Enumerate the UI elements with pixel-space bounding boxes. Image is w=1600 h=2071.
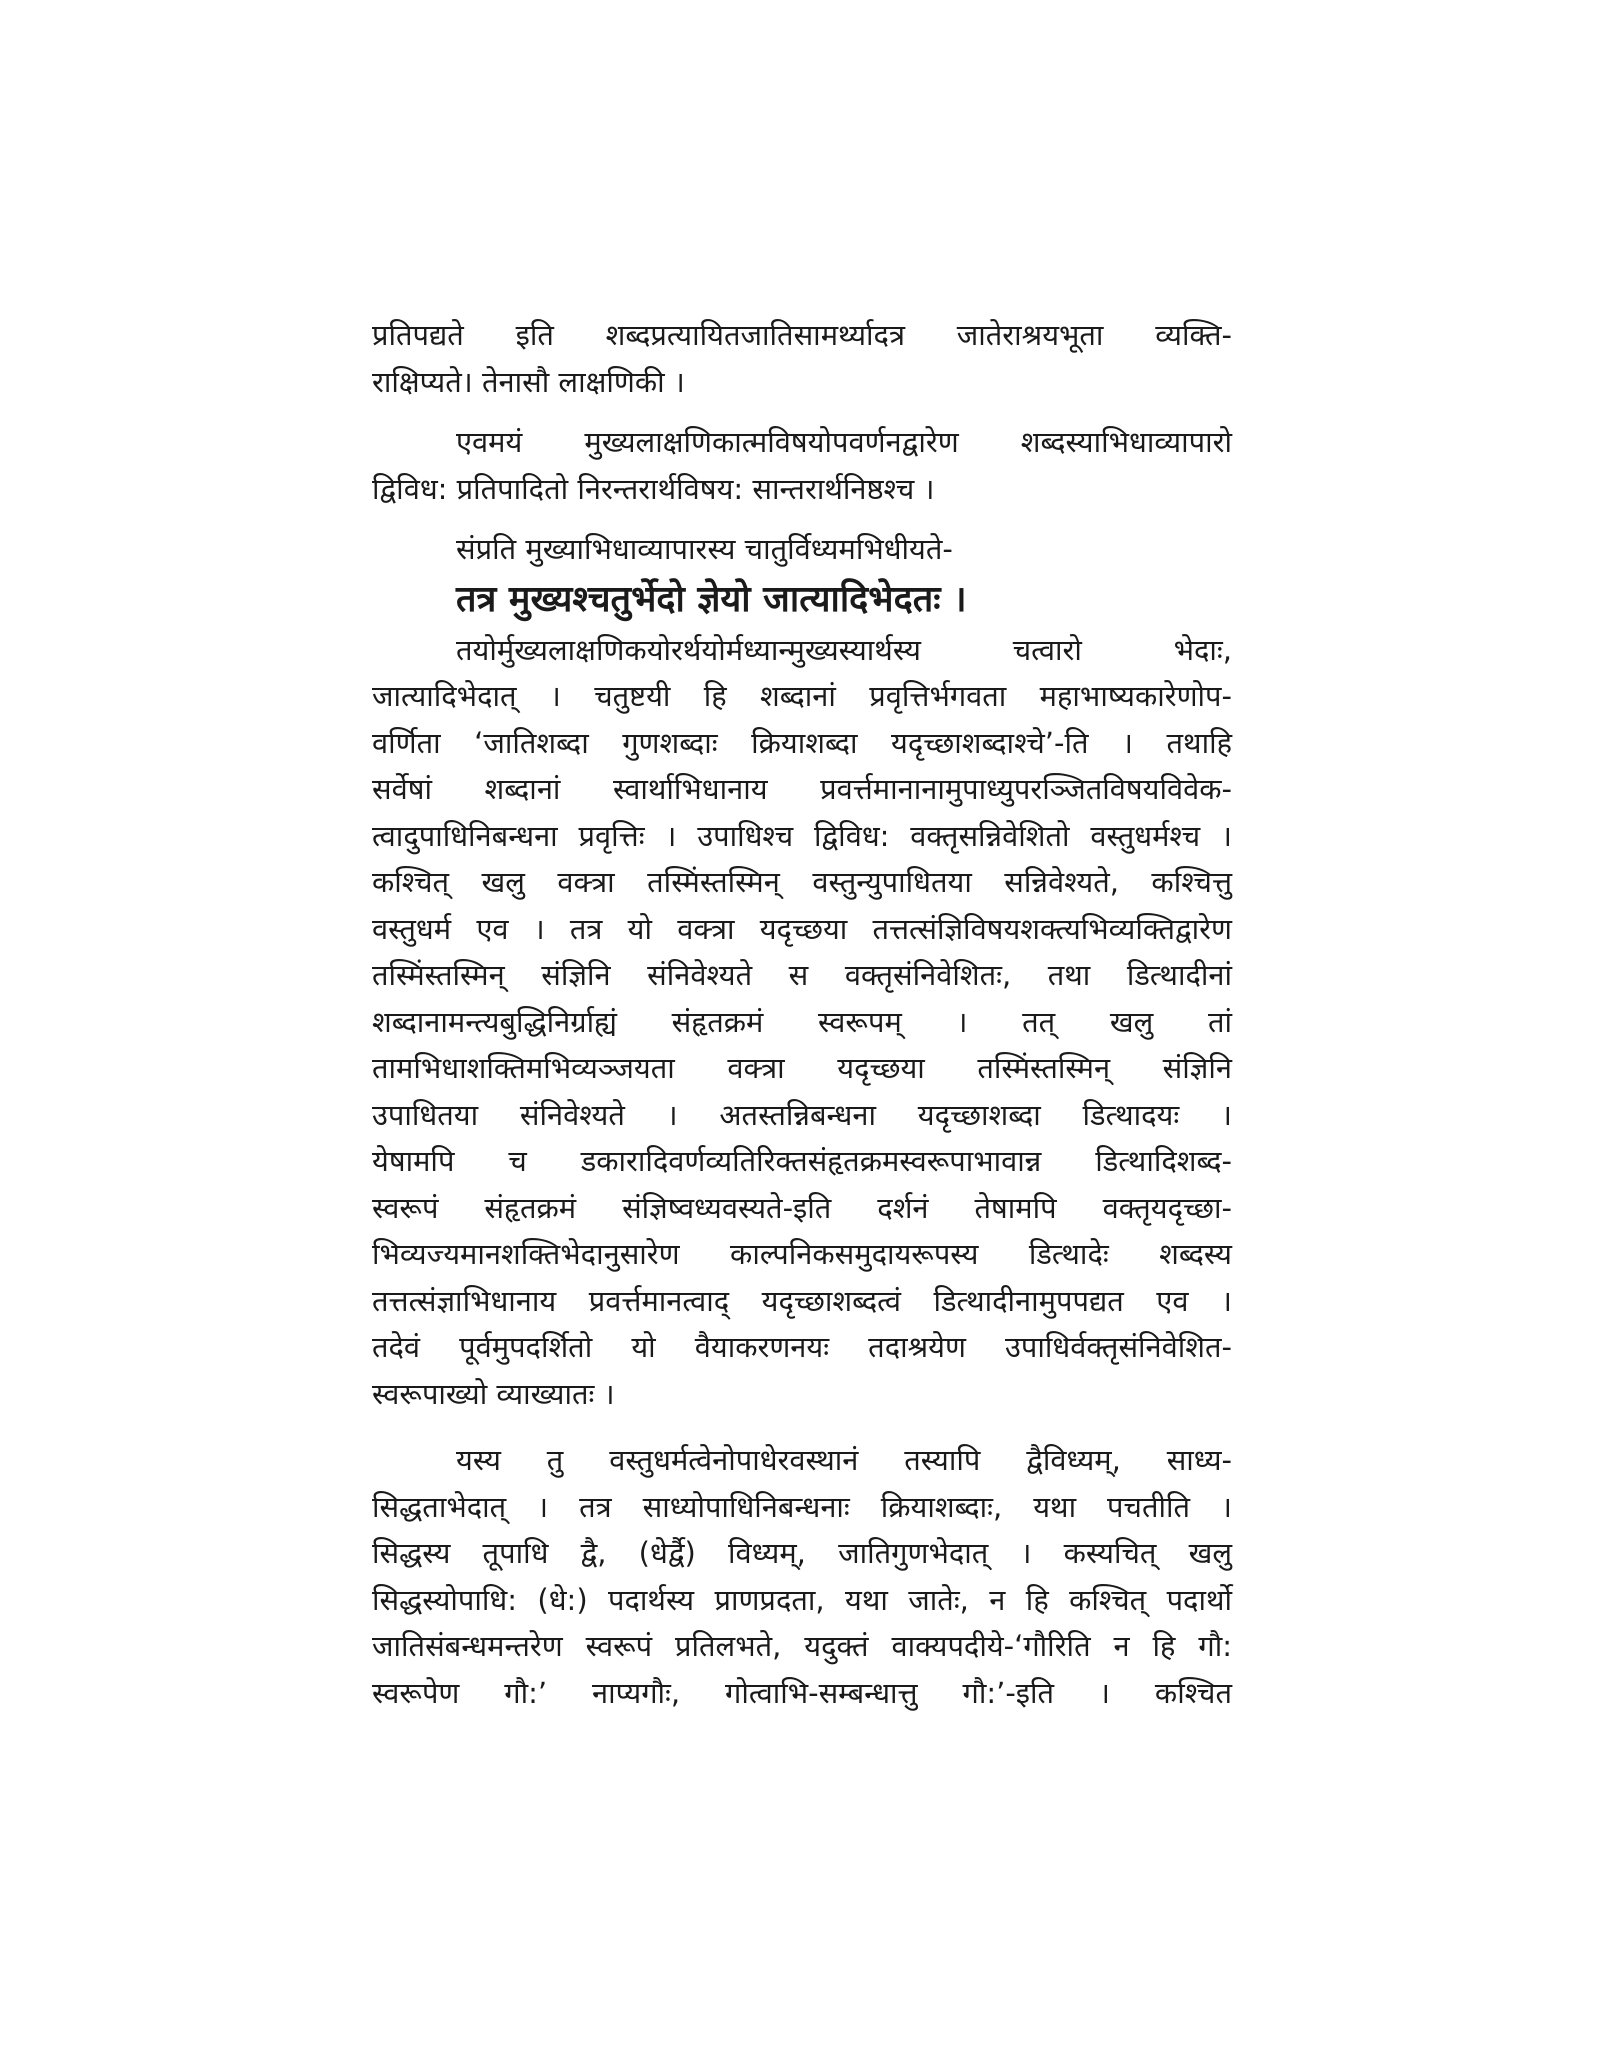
text-line: वस्तुधर्म एव । तत्र यो वक्त्रा यदृच्छया तत्तत्संज्ञिविषयशक्त्यभिव्यक्तिद्वारेण	[372, 911, 1232, 946]
text-line: शब्दानामन्त्यबुद्धिनिर्ग्राह्यं संहृतक्रमं स्वरूपम् । तत् खलु तां	[372, 1004, 1232, 1039]
text-line: प्रतिपद्यते इति शब्दप्रत्यायितजातिसामर्थ्यादत्र जातेराश्रयभूता व्यक्ति-	[372, 318, 1232, 352]
text-line: स्वरूपाख्यो व्याख्यातः ।	[372, 1376, 615, 1411]
text-line: सर्वेषां शब्दानां स्वार्थाभिधानाय प्रवर्त्तमानानामुपाध्युपरञ्जितविषयविवेक-	[372, 772, 1232, 806]
text-line: तस्मिंस्तस्मिन् संज्ञिनि संनिवेश्यते स वक्तृसंनिवेशितः, तथा डित्थादीनां	[372, 958, 1232, 992]
text-line: भिव्यज्यमानशक्तिभेदानुसारेण काल्पनिकसमुदायरूपस्य डित्थादेः शब्दस्य	[372, 1237, 1232, 1271]
verse-intro: संप्रति मुख्याभिधाव्यापारस्य चातुर्विध्यमभिधीयते-	[456, 532, 953, 566]
text-line: कश्चित् खलु वक्त्रा तस्मिंस्तस्मिन् वस्तुन्युपाधितया सन्निवेश्यते, कश्चित्तु	[372, 865, 1232, 899]
paragraph-3	[372, 627, 1232, 1418]
text-line: सिद्धस्य तूपाधि द्वै, (धेर्द्वै) विध्यम्, जातिगुणभेदात् । कस्यचित् खलु	[372, 1536, 1232, 1570]
text-line: तयोर्मुख्यलाक्षणिकयोरर्थयोर्मध्यान्मुख्यस्यार्थस्य चत्वारो भेदाः,	[456, 632, 1232, 667]
text-line: जात्यादिभेदात् । चतुष्टयी हि शब्दानां प्रवृत्तिर्भगवता महाभाष्यकारेणोप-	[372, 679, 1232, 713]
text-line: तदेवं पूर्वमुपदर्शितो यो वैयाकरणनयः तदाश्रयेण उपाधिर्वक्तृसंनिवेशित-	[372, 1330, 1232, 1364]
text-line: जातिसंबन्धमन्तरेण स्वरूपं प्रतिलभते, यदुक्तं वाक्यपदीये-‘गौरिति न हि गौ:	[372, 1629, 1232, 1663]
text-line: सिद्धस्योपाधि: (धे:) पदार्थस्य प्राणप्रदता, यथा जातेः, न हि कश्चित् पदार्थो	[372, 1582, 1232, 1617]
text-line: त्वादुपाधिनिबन्धना प्रवृत्तिः । उपाधिश्च द्विविध: वक्तृसन्निवेशितो वस्तुधर्मश्च ।	[372, 818, 1232, 853]
text-line: तामभिधाशक्तिमभिव्यञ्जयता वक्त्रा यदृच्छया तस्मिंस्तस्मिन् संज्ञिनि	[372, 1051, 1232, 1085]
text-line: येषामपि च डकारादिवर्णव्यतिरिक्तसंहृतक्रमस्वरूपाभावान्न डित्थादिशब्द-	[372, 1144, 1232, 1178]
text-line: वर्णिता ‘जातिशब्दा गुणशब्दाः क्रियाशब्दा यदृच्छाशब्दाश्चे’-ति । तथाहि	[372, 725, 1232, 760]
paragraph-4	[372, 1437, 1232, 1716]
text-line: सिद्धताभेदात् । तत्र साध्योपाधिनिबन्धनाः क्रियाशब्दाः, यथा पचतीति ।	[372, 1489, 1232, 1524]
text-line: उपाधितया संनिवेश्यते । अतस्तन्निबन्धना यदृच्छाशब्दा डित्थादयः ।	[372, 1097, 1232, 1132]
text-line: राक्षिप्यते। तेनासौ लाक्षणिकी ।	[372, 364, 685, 399]
text-line: तत्तत्संज्ञाभिधानाय प्रवर्त्तमानत्वाद् यदृच्छाशब्दत्वं डित्थादीनामुपपद्यत एव ।	[372, 1283, 1232, 1318]
verse-heading: तत्र मुख्यश्चतुर्भेदो ज्ञेयो जात्यादिभेदतः ।	[456, 578, 967, 620]
text-line: एवमयं मुख्यलाक्षणिकात्मविषयोपवर्णनद्वारेण शब्दस्याभिधाव्यापारो	[456, 425, 1232, 459]
paragraph-2	[372, 419, 1232, 512]
text-line: स्वरूपेण गौ:’ नाप्यगौः, गोत्वाभि-सम्बन्धात्तु गौ:’-इति । कश्चित	[372, 1675, 1232, 1710]
text-line: यस्य तु वस्तुधर्मत्वेनोपाधेरवस्थानं तस्यापि द्वैविध्यम्, साध्य-	[456, 1443, 1232, 1477]
paragraph-1	[372, 312, 1232, 405]
page-body	[372, 312, 1232, 1716]
text-line: स्वरूपं संहृतक्रमं संज्ञिष्वध्यवस्यते-इति दर्शनं तेषामपि वक्तृयदृच्छा-	[372, 1190, 1232, 1225]
text-line: द्विविध: प्रतिपादितो निरन्तरार्थविषय: सान्तरार्थनिष्ठश्च ।	[372, 471, 935, 506]
